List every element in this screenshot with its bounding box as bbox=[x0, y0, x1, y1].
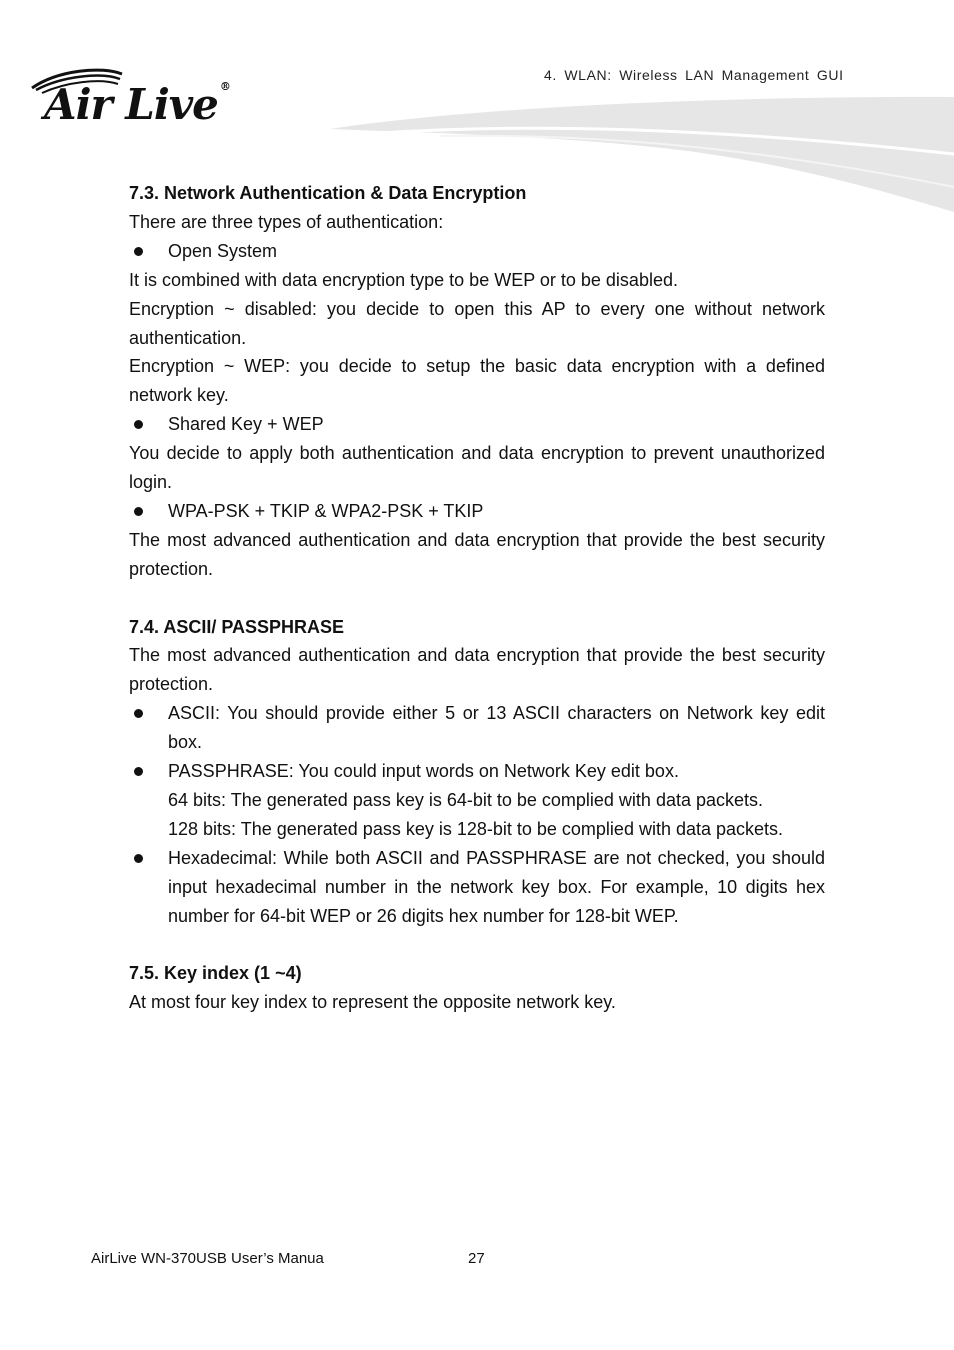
paragraph: At most four key index to represent the opposite network key. bbox=[129, 992, 616, 1013]
bullet-item bbox=[129, 497, 825, 526]
bullet-text: WPA-PSK + TKIP & WPA2-PSK + TKIP bbox=[168, 500, 484, 521]
paragraph: You decide to apply both authentication and data encryption to prevent unauthorized login. bbox=[129, 443, 825, 493]
paragraph: The most advanced authentication and data encryption that provide the best security protection. bbox=[129, 645, 825, 695]
document-body bbox=[129, 179, 825, 1017]
airlive-logo bbox=[30, 66, 270, 143]
chapter-reference: 4. WLAN: Wireless LAN Management GUI bbox=[544, 67, 844, 83]
section-title-7-4: 7.4. ASCII/ PASSPHRASE bbox=[129, 616, 345, 637]
logo-wordmark: Air Live ® bbox=[44, 80, 230, 129]
bullet-item bbox=[129, 410, 825, 439]
bullet-dot-icon bbox=[134, 709, 143, 718]
bullet-dot-icon bbox=[134, 767, 143, 776]
bullet-item bbox=[129, 237, 825, 266]
bullet-text: Hexadecimal: While both ASCII and PASSPHRASE are not checked, you should input hexadecimal number in the network key box. For example, 10 digits hex number for 64-bit WEP or 26 digits hex number for 128-bit WEP. bbox=[168, 847, 825, 926]
paragraph: The most advanced authentication and data encryption that provide the best security protection. bbox=[129, 529, 825, 579]
bullet-dot-icon bbox=[134, 247, 143, 256]
bullet-dot-icon bbox=[134, 420, 143, 429]
bullet-text: ASCII: You should provide either 5 or 13 ASCII characters on Network key edit box. bbox=[168, 703, 825, 753]
bullet-text: PASSPHRASE: You could input words on Network Key edit box. bbox=[168, 761, 679, 782]
page-number: 27 bbox=[468, 1250, 485, 1267]
spacer bbox=[129, 931, 825, 960]
bullet-dot-icon bbox=[134, 507, 143, 516]
spacer bbox=[129, 584, 825, 613]
bullet-subline: 64 bits: The generated pass key is 64-bit to be complied with data packets. bbox=[168, 790, 764, 811]
section-title-7-3: 7.3. Network Authentication & Data Encryption bbox=[129, 183, 527, 203]
paragraph: It is combined with data encryption type to be WEP or to be disabled. bbox=[129, 269, 678, 290]
bullet-dot-icon bbox=[134, 854, 143, 863]
paragraph: There are three types of authentication: bbox=[129, 211, 444, 232]
bullet-text: Shared Key + WEP bbox=[168, 414, 324, 435]
bullet-item bbox=[129, 699, 825, 757]
bullet-subline: 128 bits: The generated pass key is 128-bit to be complied with data packets. bbox=[168, 818, 784, 839]
bullet-item bbox=[129, 844, 825, 931]
footer-manual-title: AirLive WN-370USB User’s Manua bbox=[91, 1250, 324, 1267]
bullet-text: Open System bbox=[168, 240, 278, 261]
section-title-7-5: 7.5. Key index (1 ~4) bbox=[129, 963, 302, 984]
paragraph: Encryption ~ WEP: you decide to setup the basic data encryption with a defined network key. bbox=[129, 356, 825, 406]
paragraph: Encryption ~ disabled: you decide to open this AP to every one without network authentication. bbox=[129, 298, 825, 348]
bullet-item bbox=[129, 757, 825, 844]
